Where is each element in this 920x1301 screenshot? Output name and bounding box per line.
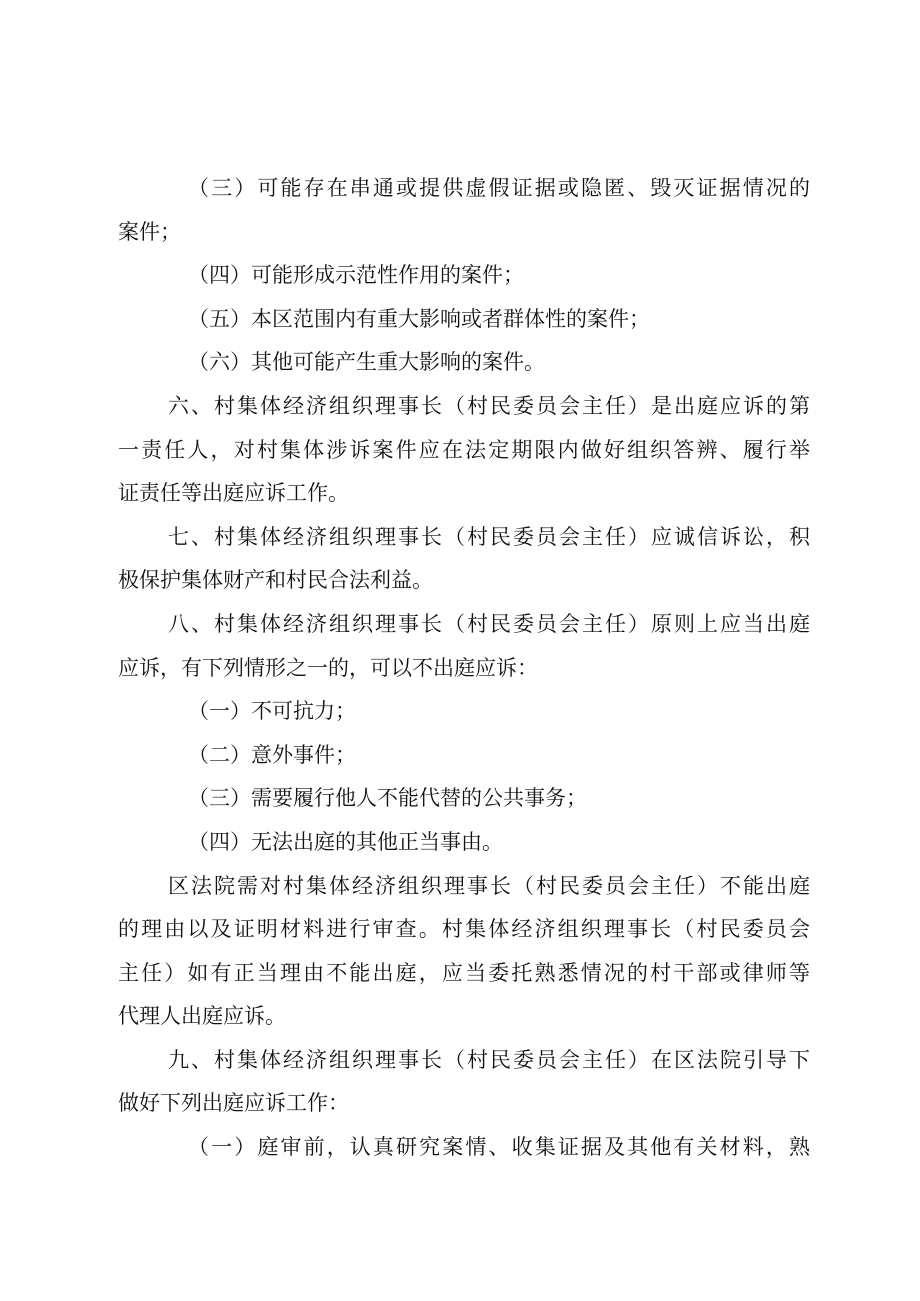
text-line: 主任）如有正当理由不能出庭，应当委托熟悉情况的村干部或律师等 — [118, 960, 810, 985]
text-line: （五）本区范围内有重大影响或者群体性的案件； — [188, 306, 650, 331]
text-line: （三）需要履行他人不能代替的公共事务； — [188, 786, 587, 811]
document-body — [118, 167, 810, 1170]
text-line: 代理人出庭应诉。 — [118, 1004, 286, 1029]
text-line: 八、村集体经济组织理事长（村民委员会主任）原则上应当出庭 — [168, 611, 810, 636]
text-line: （四）可能形成示范性作用的案件； — [188, 263, 524, 288]
text-line: （六）其他可能产生重大影响的案件。 — [188, 350, 545, 375]
text-line: 一责任人，对村集体涉诉案件应在法定期限内做好组织答辨、履行举 — [118, 437, 810, 462]
text-line: 极保护集体财产和村民合法利益。 — [118, 568, 433, 593]
text-line: 七、村集体经济组织理事长（村民委员会主任）应诚信诉讼，积 — [168, 524, 810, 549]
text-line: （一）庭审前，认真研究案情、收集证据及其他有关材料，熟 — [188, 1135, 810, 1160]
text-line: （一）不可抗力； — [188, 699, 356, 724]
text-line: （三）可能存在串通或提供虚假证据或隐匿、毁灭证据情况的 — [188, 176, 810, 200]
text-line: 区法院需对村集体经济组织理事长（村民委员会主任）不能出庭 — [168, 873, 810, 898]
text-line: （二）意外事件； — [188, 742, 356, 767]
text-line: 做好下列出庭应诉工作： — [118, 1091, 349, 1116]
text-line: 案件； — [118, 219, 181, 244]
text-line: 的理由以及证明材料进行审查。村集体经济组织理事长（村民委员会 — [118, 917, 810, 942]
text-line: （四）无法出庭的其他正当事由。 — [188, 829, 503, 854]
text-line: 九、村集体经济组织理事长（村民委员会主任）在区法院引导下 — [168, 1047, 810, 1072]
text-line: 证责任等出庭应诉工作。 — [118, 481, 349, 506]
text-line: 六、村集体经济组织理事长（村民委员会主任）是出庭应诉的第 — [168, 393, 810, 418]
text-line: 应诉，有下列情形之一的，可以不出庭应诉： — [118, 655, 538, 680]
